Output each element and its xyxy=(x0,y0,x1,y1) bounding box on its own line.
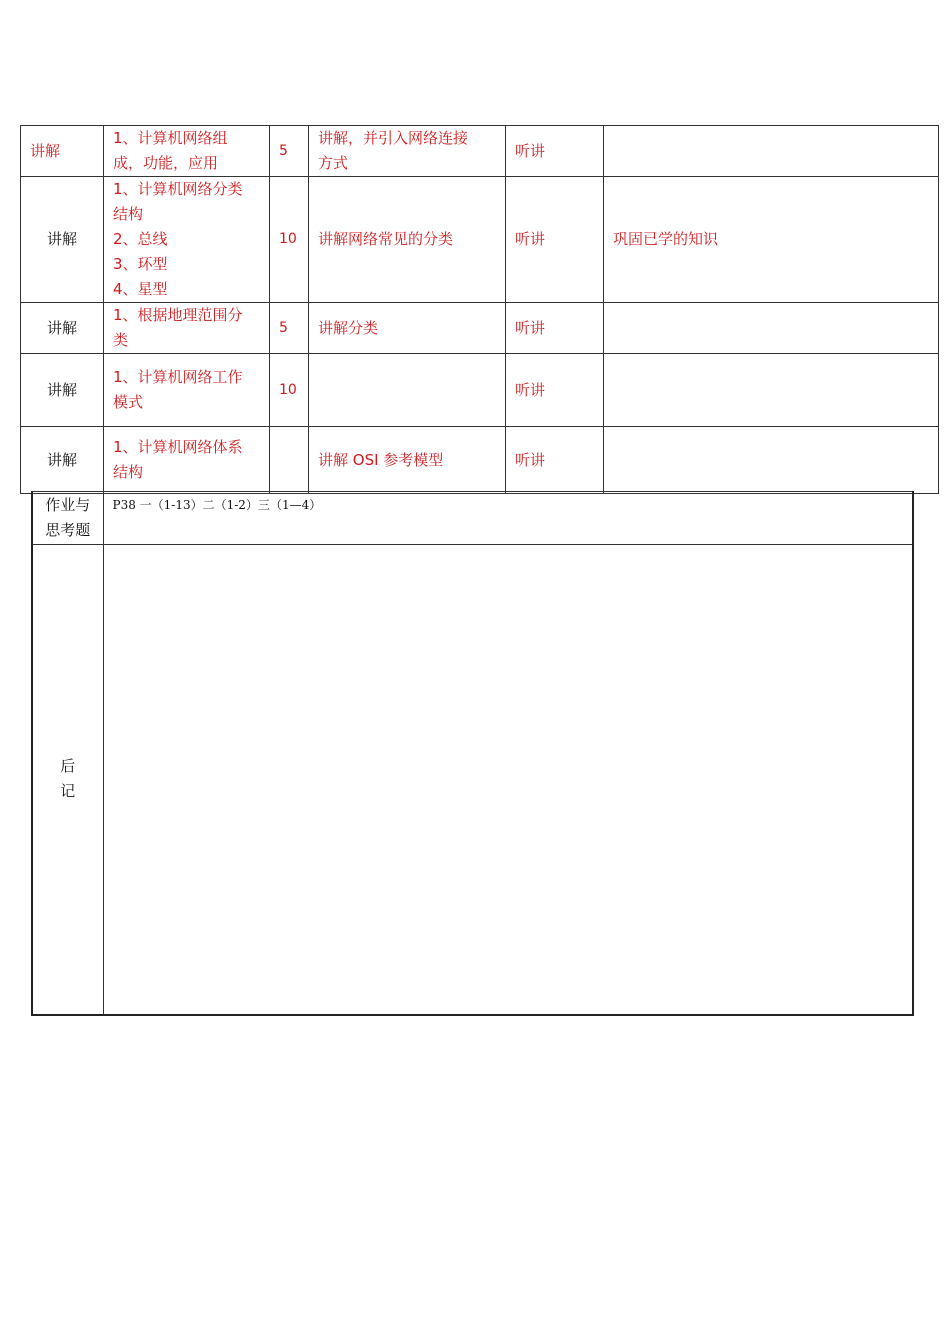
purpose-cell xyxy=(604,303,939,354)
notes-area[interactable] xyxy=(103,545,913,1015)
table-row xyxy=(21,427,939,494)
notes-label: 后 记 xyxy=(32,545,103,1015)
student-activity-cell: 听讲 xyxy=(506,303,604,354)
teacher-activity-cell: 讲解 OSI 参考模型 xyxy=(309,427,506,494)
homework-notes-table xyxy=(31,491,914,1016)
student-activity-cell: 听讲 xyxy=(506,126,604,177)
content-cell: 1、计算机网络组 成，功能，应用 xyxy=(104,126,270,177)
minutes-cell: 5 xyxy=(270,126,309,177)
student-activity-cell: 听讲 xyxy=(506,354,604,427)
homework-label: 作业与 思考题 xyxy=(32,492,103,545)
teacher-activity-cell: 讲解，并引入网络连接 方式 xyxy=(309,126,506,177)
content-cell: 1、根据地理范围分 类 xyxy=(104,303,270,354)
table-row xyxy=(21,354,939,427)
teaching-method-cell: 讲解 xyxy=(21,427,104,494)
teacher-activity-cell: 讲解网络常见的分类 xyxy=(309,177,506,303)
minutes-cell: 5 xyxy=(270,303,309,354)
minutes-cell: 10 xyxy=(270,354,309,427)
minutes-cell: 10 xyxy=(270,177,309,303)
teacher-activity-cell xyxy=(309,354,506,427)
teaching-method-cell: 讲解 xyxy=(21,303,104,354)
content-cell: 1、计算机网络工作 模式 xyxy=(104,354,270,427)
teacher-activity-cell: 讲解分类 xyxy=(309,303,506,354)
purpose-cell xyxy=(604,126,939,177)
table-row xyxy=(21,303,939,354)
lesson-plan-table xyxy=(20,125,939,494)
content-cell: 1、计算机网络分类 结构 2、总线 3、环型 4、星型 xyxy=(104,177,270,303)
student-activity-cell: 听讲 xyxy=(506,427,604,494)
content-cell: 1、计算机网络体系 结构 xyxy=(104,427,270,494)
purpose-cell xyxy=(604,354,939,427)
minutes-cell xyxy=(270,427,309,494)
table-row xyxy=(21,177,939,303)
teaching-method-cell: 讲解 xyxy=(21,177,104,303)
notes-row xyxy=(32,545,913,1015)
purpose-cell xyxy=(604,427,939,494)
teaching-method-cell: 讲解 xyxy=(21,354,104,427)
table-row xyxy=(21,126,939,177)
student-activity-cell: 听讲 xyxy=(506,177,604,303)
purpose-cell: 巩固已学的知识 xyxy=(604,177,939,303)
teaching-method-cell: 讲解 xyxy=(21,126,104,177)
homework-row xyxy=(32,492,913,545)
homework-text: P38 一（1-13）二（1-2）三（1—4） xyxy=(103,492,913,545)
